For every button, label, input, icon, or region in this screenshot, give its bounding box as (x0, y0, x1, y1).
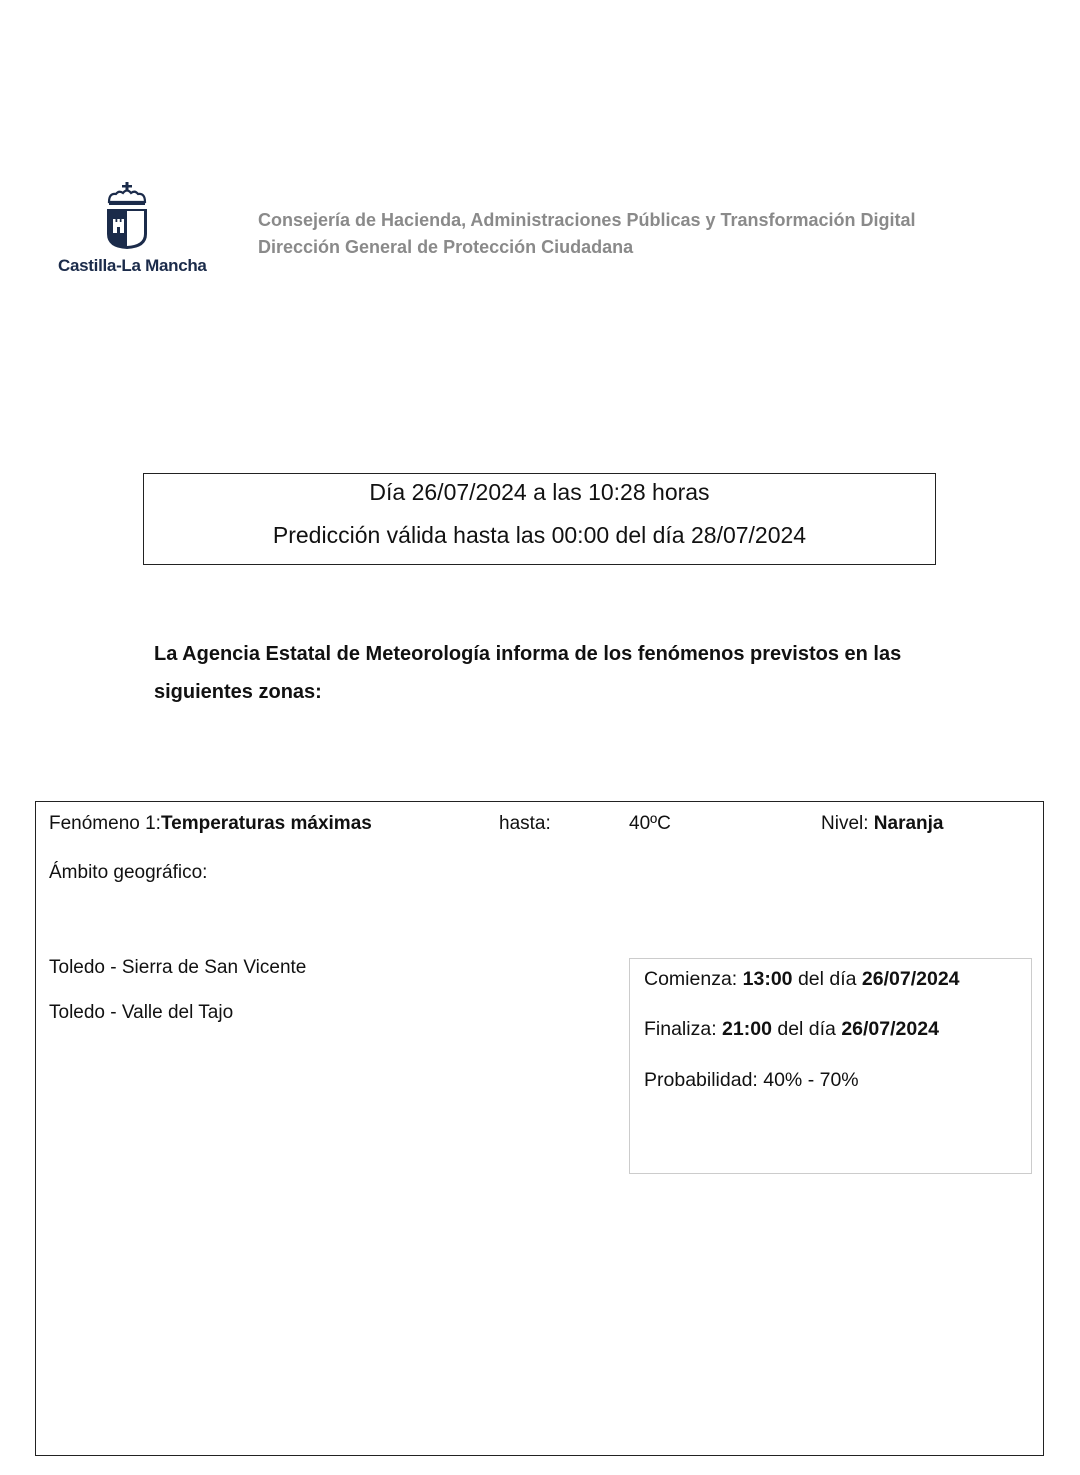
level-label: Nivel: (821, 813, 869, 834)
probability: Probabilidad: 40% - 70% (644, 1069, 859, 1091)
date-line-2: Predicción válida hasta las 00:00 del día 28/07/2024 (272, 522, 807, 548)
logo-text: Castilla-La Mancha (58, 256, 207, 275)
phenomenon-box (35, 801, 1044, 1456)
start-connector: del día (797, 968, 857, 990)
zone-item: Toledo - Sierra de San Vicente (49, 957, 307, 978)
zone-item: Toledo - Valle del Tajo (49, 1002, 234, 1023)
phenomenon-label: Fenómeno 1: (49, 813, 161, 834)
end-time (644, 1018, 939, 1041)
intro-text: La Agencia Estatal de Meteorología informa de los fenómenos previstos en las siguientes zonas: (154, 643, 902, 703)
end-date: 26/07/2024 (841, 1018, 939, 1040)
coat-of-arms-icon (104, 182, 150, 250)
header-line-1: Consejería de Hacienda, Administraciones Públicas y Transformación Digital (258, 210, 916, 230)
level (821, 813, 944, 835)
start-label: Comienza: (644, 968, 738, 990)
level-value: Naranja (873, 813, 944, 834)
start-hour: 13:00 (742, 968, 793, 990)
end-connector: del día (777, 1018, 836, 1040)
start-date: 26/07/2024 (861, 968, 960, 990)
scope-label: Ámbito geográfico: (49, 862, 208, 883)
phenomenon-value: 40ºC (629, 813, 671, 834)
date-box (143, 473, 936, 565)
end-hour: 21:00 (722, 1018, 772, 1040)
start-time (644, 968, 960, 991)
end-label: Finaliza: (644, 1018, 717, 1040)
phenomenon-title (49, 813, 372, 835)
date-line-1: Día 26/07/2024 a las 10:28 horas (369, 479, 710, 505)
hasta-label: hasta: (499, 813, 551, 834)
castilla-la-mancha-logo (54, 182, 207, 278)
header-line-2: Dirección General de Protección Ciudadana (258, 237, 634, 257)
phenomenon-name: Temperaturas máximas (160, 813, 372, 834)
header-institution (258, 207, 916, 261)
time-box (629, 958, 1032, 1174)
